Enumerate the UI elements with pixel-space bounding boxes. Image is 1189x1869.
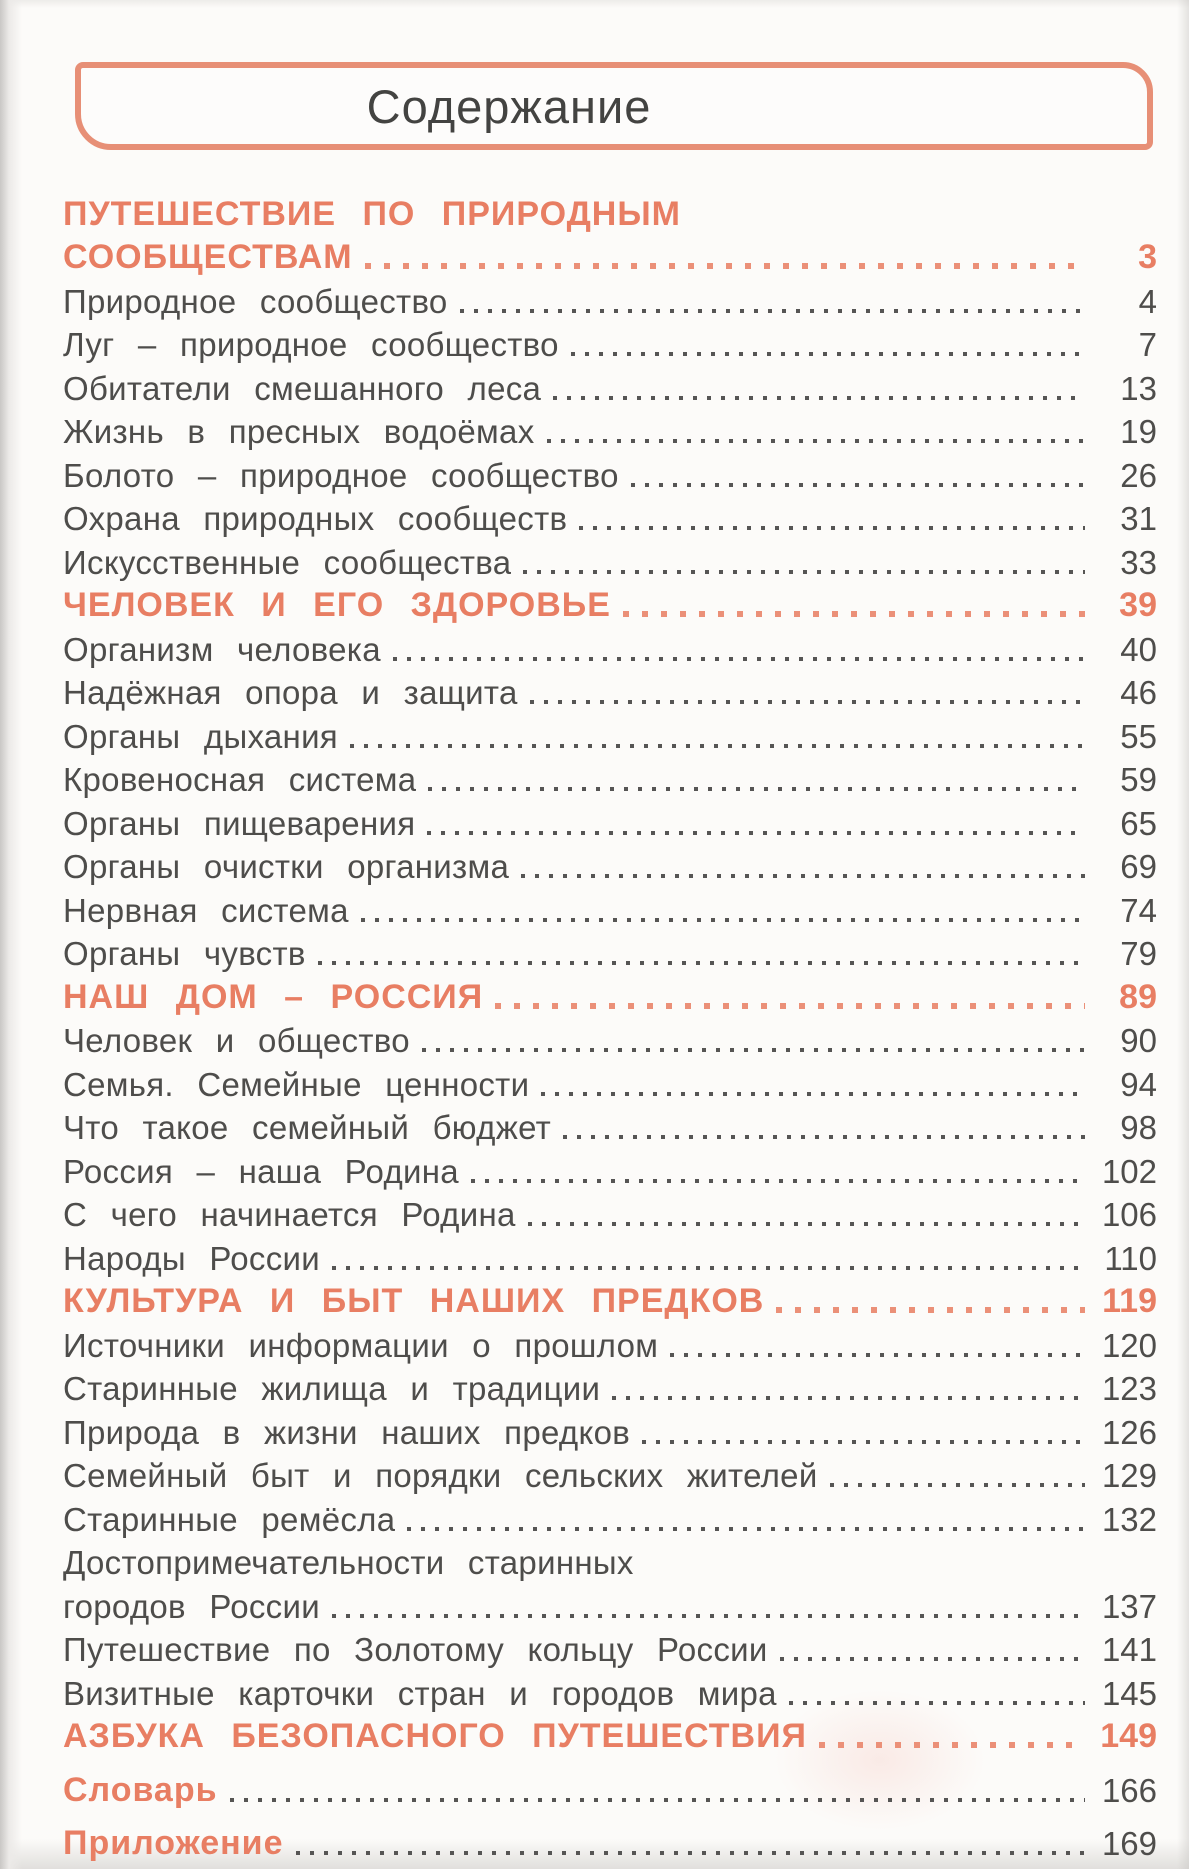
toc-entry-title: Болото – природное сообщество [63,456,619,494]
toc-entry-title: Источники информации о прошлом [63,1326,659,1364]
page-number: 4 [1138,282,1157,320]
dot-leader [350,744,1085,748]
page-number: 33 [1120,543,1157,581]
toc-entry-title: Органы очистки организма [63,848,510,885]
page-number: 141 [1101,1631,1157,1668]
toc-entry-row [63,1539,1157,1583]
page-number: 74 [1120,891,1157,929]
contents-title-box [75,62,1153,150]
page-number: 7 [1138,326,1157,363]
toc-entry-title: Природное сообщество [63,282,448,320]
toc-entry-row [63,451,1157,495]
toc-entry-row [63,364,1157,408]
toc-entry-row [63,930,1157,974]
toc-entry-title: Семья. Семейные ценности [63,1065,530,1103]
page-number: 129 [1101,1457,1157,1494]
toc-section-title: ПУТЕШЕСТВИЕ ПО ПРИРОДНЫМ [63,194,681,233]
toc-section-title: ЧЕЛОВЕК И ЕГО ЗДОРОВЬЕ [63,586,611,624]
dot-leader [361,918,1085,922]
toc-section-row [63,1820,1157,1864]
toc-entry-row [63,1626,1157,1670]
toc-entry-row [63,1452,1157,1496]
toc-entry-title: Россия – наша Родина [63,1152,459,1190]
dot-leader [642,1440,1085,1444]
toc-section-row [63,582,1157,626]
toc-entry-row [63,538,1157,582]
page-number: 13 [1120,369,1157,407]
dot-leader [530,700,1085,704]
page-number: 123 [1101,1370,1157,1407]
page-number: 90 [1120,1022,1157,1059]
page-number: 39 [1119,586,1157,624]
page-number: 19 [1120,413,1157,450]
toc-entry-title: Природа в жизни наших предков [63,1413,631,1451]
dot-leader [393,657,1085,661]
dot-leader [571,352,1085,356]
toc-entry-title: Кровеносная система [63,761,417,798]
dot-leader [365,263,1085,269]
page-number: 119 [1102,1282,1157,1320]
page-number: 89 [1119,977,1157,1016]
toc-entry-row [63,756,1157,800]
toc-entry-title: Человек и общество [63,1022,410,1059]
toc-entry-row [63,495,1157,539]
page-number: 3 [1138,238,1157,276]
toc-section-title: Словарь [63,1770,218,1809]
toc-entry-row [63,1408,1157,1452]
dot-leader [471,1179,1085,1183]
toc-section-row [63,1713,1157,1757]
toc-section-row [63,190,1157,234]
dot-leader [332,1614,1085,1618]
dot-leader [541,1092,1085,1096]
toc-entry-row [63,1147,1157,1191]
page-number: 94 [1120,1065,1157,1103]
toc-entry-title: Обитатели смешанного леса [63,369,542,407]
page-number: 40 [1120,630,1157,668]
page-number: 126 [1101,1413,1157,1451]
toc-entry-title: С чего начинается Родина [63,1196,516,1233]
toc-entry-row [63,712,1157,756]
toc-section-row [63,973,1157,1017]
dot-leader [830,1483,1085,1487]
page-number: 132 [1101,1500,1157,1538]
page-number: 69 [1120,848,1157,885]
toc-section-title: АЗБУКА БЕЗОПАСНОГО ПУТЕШЕСТВИЯ [63,1717,807,1755]
toc-entry-title: Семейный быт и порядки сельских жителей [63,1457,818,1494]
dot-leader [780,1657,1085,1661]
toc-entry-title: Достопримечательности старинных [63,1544,634,1581]
toc-entry-row [63,277,1157,321]
dot-leader [776,1307,1085,1313]
toc-entry-row [63,799,1157,843]
toc-entry-title: Охрана природных сообществ [63,500,568,537]
toc-entry-row [63,1234,1157,1278]
toc-entry-row [63,1191,1157,1235]
toc-entry-title: Жизнь в пресных водоёмах [63,413,535,450]
page-number: 166 [1101,1771,1157,1809]
dot-leader [819,1742,1085,1748]
toc-entry-title: Путешествие по Золотому кольцу России [63,1631,768,1668]
toc-entry-row [63,669,1157,713]
dot-leader [427,831,1085,835]
dot-leader [547,439,1086,443]
toc-section-row [63,1278,1157,1322]
page-number: 46 [1120,674,1157,711]
dot-leader [521,874,1085,878]
toc-entry-row [63,1582,1157,1626]
toc-section-title: СООБЩЕСТВАМ [63,238,353,276]
dot-leader [296,1851,1086,1855]
page-number: 110 [1104,1239,1157,1277]
page-title: Содержание [366,79,652,133]
dot-leader [460,309,1085,313]
dot-leader [428,787,1085,791]
page-number: 169 [1101,1825,1157,1862]
toc-entry-row [63,1669,1157,1713]
toc-entry-title: Органы дыхания [63,717,338,755]
dot-leader [407,1527,1085,1531]
toc-entry-row [63,886,1157,930]
dot-leader [528,1222,1085,1226]
page-number: 102 [1101,1152,1157,1190]
toc-entry-title: Что такое семейный бюджет [63,1109,552,1146]
toc-section-row [63,1766,1157,1810]
toc-entry-row [63,1321,1157,1365]
dot-leader [631,483,1085,487]
toc-entry-title: Нервная система [63,891,349,929]
page-number: 65 [1120,804,1157,842]
page-number: 98 [1120,1109,1157,1146]
page-number: 149 [1100,1717,1157,1755]
toc-entry-row [63,408,1157,452]
toc-entry-row [63,1365,1157,1409]
dot-leader [523,570,1085,574]
toc-entry-row [63,1495,1157,1539]
toc-entry-title: Старинные ремёсла [63,1500,396,1538]
dot-leader [318,961,1085,965]
dot-leader [670,1353,1085,1357]
toc-section-title: Приложение [63,1824,284,1862]
dot-leader [579,526,1085,530]
toc-section-row [63,234,1157,278]
toc-entry-title: Искусственные сообщества [63,543,512,581]
dot-leader [332,1266,1085,1270]
dot-leader [612,1396,1085,1400]
toc-section-title: КУЛЬТУРА И БЫТ НАШИХ ПРЕДКОВ [63,1282,765,1320]
dot-leader [563,1135,1085,1139]
page-number: 145 [1101,1674,1157,1712]
page-number: 26 [1120,456,1157,494]
toc-entry-title: Органы чувств [63,935,306,972]
toc-entry-title: городов России [63,1587,320,1625]
dot-leader [230,1798,1085,1802]
page-number: 31 [1120,500,1157,537]
toc-entry-title: Старинные жилища и традиции [63,1370,601,1407]
toc-entry-title: Народы России [63,1239,320,1277]
dot-leader [553,396,1085,400]
page-number: 79 [1120,935,1157,972]
toc-entry-title: Органы пищеварения [63,804,416,842]
page-number: 120 [1101,1326,1157,1364]
toc-entry-title: Визитные карточки стран и городов мира [63,1674,777,1712]
dot-leader [623,611,1085,617]
page-number: 137 [1101,1587,1157,1625]
toc-entry-row [63,1060,1157,1104]
toc-list [0,190,1189,1863]
toc-entry-title: Луг – природное сообщество [63,326,559,363]
toc-entry-row [63,843,1157,887]
toc-entry-row [63,625,1157,669]
page-number: 59 [1120,761,1157,798]
dot-leader [495,1003,1085,1009]
toc-entry-title: Организм человека [63,630,381,668]
dot-leader [422,1048,1085,1052]
dot-leader [789,1701,1085,1705]
toc-entry-title: Надёжная опора и защита [63,674,518,711]
page-number: 55 [1120,717,1157,755]
toc-section-title: НАШ ДОМ – РОССИЯ [63,977,484,1016]
toc-entry-row [63,1017,1157,1061]
toc-entry-row [63,1104,1157,1148]
toc-entry-row [63,321,1157,365]
page-number: 106 [1101,1196,1157,1233]
